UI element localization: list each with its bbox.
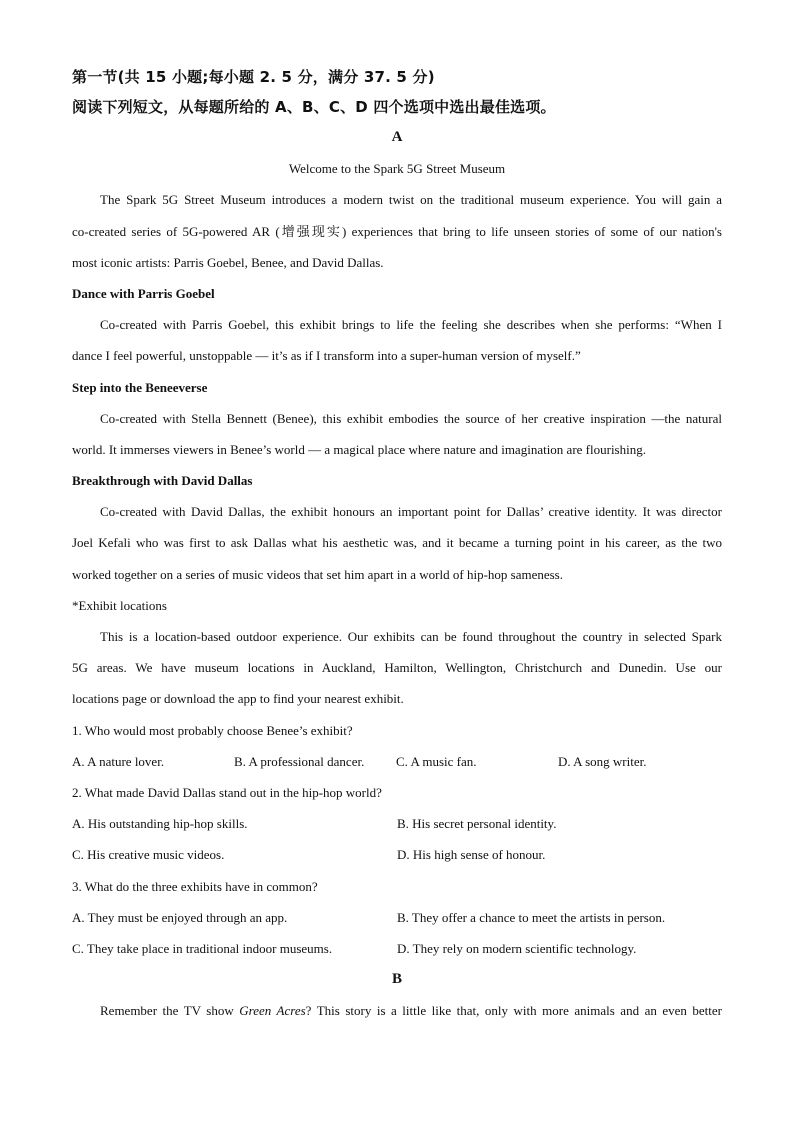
section-heading-dallas: Breakthrough with David Dallas <box>72 473 253 489</box>
option-c: C. They take place in traditional indoor museums. <box>72 940 333 956</box>
question-2-stem: 2. What made David Dallas stand out in the hip-hop world? <box>72 784 382 800</box>
locations-line: 5G areas. We have museum locations in Auckland, Hamilton, Wellington, Christchurch and Dunedin. Use our <box>72 660 722 676</box>
section-line: Co-created with Stella Bennett (Benee), this exhibit embodies the source of her creative inspiration —the natural <box>100 410 722 426</box>
instruction: 阅读下列短文，从每题所给的 A、B、C、D 四个选项中选出最佳选项。 <box>72 98 556 116</box>
option-d: D. They rely on modern scientific technology. <box>397 940 637 956</box>
option-a: A. His outstanding hip-hop skills. <box>72 816 248 832</box>
section-line: Co-created with Parris Goebel, this exhibit brings to life the feeling she describes when she performs: “When I <box>100 317 722 333</box>
option-d: D. His high sense of honour. <box>397 847 546 863</box>
show-title: Green Acres <box>239 1003 306 1019</box>
option-d: D. A song writer. <box>558 753 647 769</box>
intro-line: The Spark 5G Street Museum introduces a modern twist on the traditional museum experience. You will gain a <box>100 192 722 208</box>
section-line: Joel Kefali who was first to ask Dallas what his aesthetic was, and it became a turning point in his career, as the two <box>72 535 722 551</box>
section-heading-goebel: Dance with Parris Goebel <box>72 285 215 301</box>
option-b: B. His secret personal identity. <box>397 816 557 832</box>
passage-b-text-post: ? This story is a little like that, only with more animals and an even better <box>305 1003 722 1019</box>
option-b: B. They offer a chance to meet the artists in person. <box>397 909 666 925</box>
option-c: C. A music fan. <box>396 753 477 769</box>
option-b: B. A professional dancer. <box>234 753 365 769</box>
question-2-options-row-1 <box>72 808 722 839</box>
question-3-options-row-2 <box>72 933 722 964</box>
question-3-options-row-1 <box>72 902 722 933</box>
locations-line: locations page or download the app to find your nearest exhibit. <box>72 691 404 707</box>
passage-a-title: Welcome to the Spark 5G Street Museum <box>288 161 506 177</box>
question-1-stem: 1. Who would most probably choose Benee’s exhibit? <box>72 722 353 738</box>
section-line: world. It immerses viewers in Benee’s world — a magical place where nature and imagination are flourishing. <box>72 441 646 457</box>
option-c: C. His creative music videos. <box>72 847 225 863</box>
passage-b-first-line <box>72 995 722 1026</box>
section-header: 第一节(共 15 小题;每小题 2. 5 分，满分 37. 5 分) <box>72 68 435 86</box>
question-2-options-row-2 <box>72 839 722 870</box>
question-1-options <box>72 746 722 777</box>
section-line: dance I feel powerful, unstoppable — it’s as if I transform into a super-human version of myself.” <box>72 348 581 364</box>
passage-b-letter: B <box>391 971 402 988</box>
passage-a-letter: A <box>391 129 403 145</box>
section-heading-beneeverse: Step into the Beneeverse <box>72 379 208 395</box>
intro-line: co-created series of 5G-powered AR (增强现实) experiences that bring to life unseen stories of some of our nation's <box>72 223 722 239</box>
section-line: worked together on a series of music videos that set him apart in a world of hip-hop sameness. <box>72 566 563 582</box>
option-a: A. A nature lover. <box>72 753 165 769</box>
option-a: A. They must be enjoyed through an app. <box>72 909 288 925</box>
locations-heading: *Exhibit locations <box>72 597 167 613</box>
question-3-stem: 3. What do the three exhibits have in common? <box>72 878 318 894</box>
locations-line: This is a location-based outdoor experience. Our exhibits can be found throughout the country in selected Spark <box>100 629 722 644</box>
document-page <box>72 62 722 1026</box>
intro-line: most iconic artists: Parris Goebel, Benee, and David Dallas. <box>72 254 384 270</box>
passage-b-text-pre: Remember the TV show <box>100 1003 240 1019</box>
section-line: Co-created with David Dallas, the exhibit honours an important point for Dallas’ creative identity. It was director <box>100 504 722 520</box>
